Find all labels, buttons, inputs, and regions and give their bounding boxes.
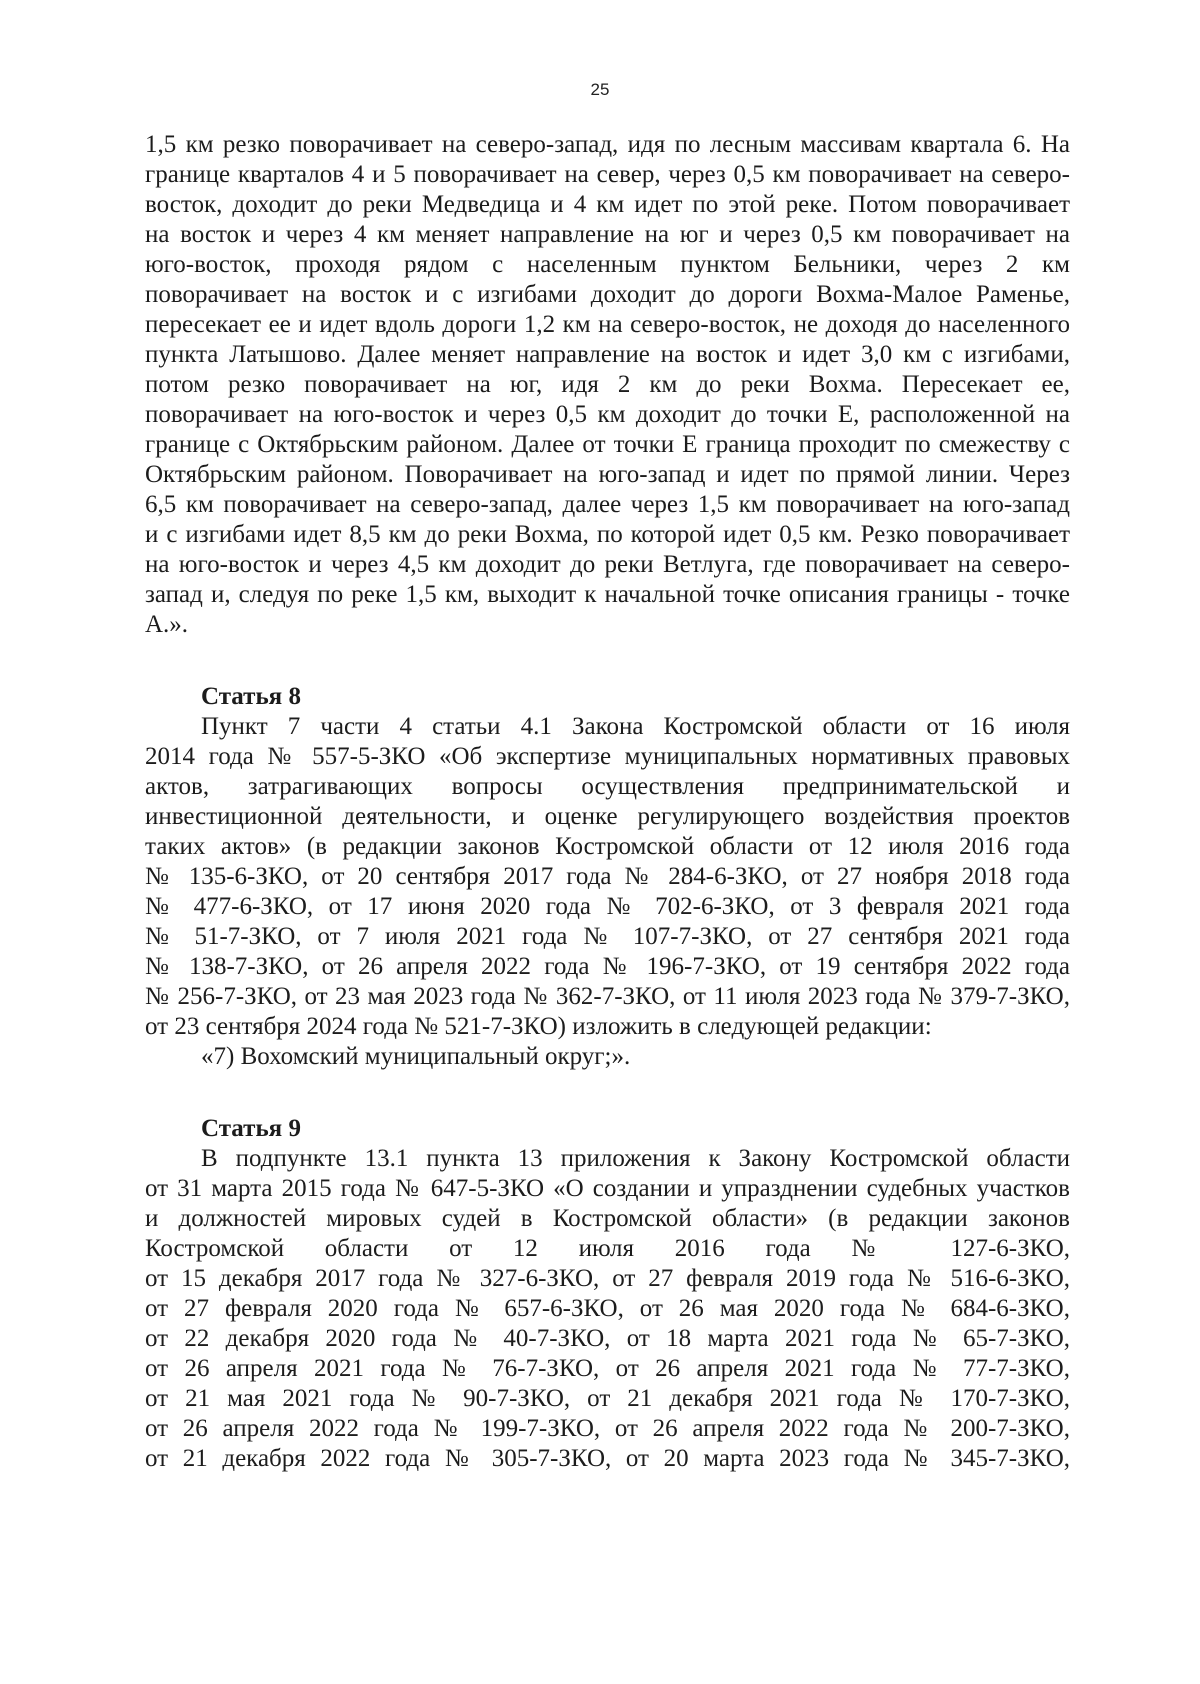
text-line: Костромской области от 12 июля 2016 года № 127-6-ЗКО, (145, 1235, 1070, 1262)
text-line: № 135-6-ЗКО, от 20 сентября 2017 года № 284-6-ЗКО, от 27 ноября 2018 года (145, 863, 1070, 890)
text-line: актов, затрагивающих вопросы осуществления предпринимательской и (145, 773, 1070, 800)
text-line: от 21 мая 2021 года № 90-7-ЗКО, от 21 декабря 2021 года № 170-7-ЗКО, (145, 1385, 1070, 1412)
text-line: границе кварталов 4 и 5 поворачивает на север, через 0,5 км поворачивает на северо- (145, 161, 1070, 188)
text-line: поворачивает на юго-восток и через 0,5 км доходит до точки Е, расположенной на (145, 401, 1070, 428)
section-gap (145, 640, 1070, 682)
text-line: и с изгибами идет 8,5 км до реки Вохма, по которой идет 0,5 км. Резко поворачивает (145, 521, 1070, 548)
text-line: от 26 апреля 2022 года № 199-7-ЗКО, от 26 апреля 2022 года № 200-7-ЗКО, (145, 1415, 1070, 1442)
text-line: и должностей мировых судей в Костромской области» (в редакции законов (145, 1205, 1070, 1232)
text-line: 6,5 км поворачивает на северо-запад, далее через 1,5 км поворачивает на юго-запад (145, 491, 1070, 518)
text-line: пересекает ее и идет вдоль дороги 1,2 км на северо-восток, не доходя до населенного (145, 311, 1070, 338)
text-line: 2014 года № 557-5-ЗКО «Об экспертизе муниципальных нормативных правовых (145, 743, 1070, 770)
text-line: поворачивает на восток и с изгибами доходит до дороги Вохма-Малое Раменье, (145, 281, 1070, 308)
text-line: от 27 февраля 2020 года № 657-6-ЗКО, от 26 мая 2020 года № 684-6-ЗКО, (145, 1295, 1070, 1322)
text-line: от 31 марта 2015 года № 647-5-ЗКО «О создании и упразднении судебных участков (145, 1175, 1070, 1202)
document-body (145, 130, 1070, 1474)
page-number: 25 (590, 80, 610, 99)
article-8-heading: Статья 8 (201, 683, 301, 710)
text-line: от 23 сентября 2024 года № 521-7-ЗКО) изложить в следующей редакции: (145, 1013, 932, 1040)
article-8-quote: «7) Вохомский муниципальный округ;». (201, 1043, 631, 1070)
text-line: от 15 декабря 2017 года № 327-6-ЗКО, от 27 февраля 2019 года № 516-6-ЗКО, (145, 1265, 1070, 1292)
text-line: на восток и через 4 км меняет направление на юг и через 0,5 км поворачивает на (145, 221, 1070, 248)
text-line: потом резко поворачивает на юг, идя 2 км до реки Вохма. Пересекает ее, (145, 371, 1070, 398)
article-9-heading: Статья 9 (201, 1115, 301, 1142)
text-line: № 256-7-ЗКО, от 23 мая 2023 года № 362-7-ЗКО, от 11 июля 2023 года № 379-7-ЗКО, (145, 983, 1070, 1010)
text-line: инвестиционной деятельности, и оценке регулирующего воздействия проектов (145, 803, 1070, 830)
text-line: № 138-7-ЗКО, от 26 апреля 2022 года № 196-7-ЗКО, от 19 сентября 2022 года (145, 953, 1070, 980)
text-line: № 477-6-ЗКО, от 17 июня 2020 года № 702-6-ЗКО, от 3 февраля 2021 года (145, 893, 1070, 920)
text-line: Октябрьским районом. Поворачивает на юго-запад и идет по прямой линии. Через (145, 461, 1070, 488)
text-line: А.». (145, 611, 189, 638)
text-line: Пункт 7 части 4 статьи 4.1 Закона Костромской области от 16 июля (201, 713, 1070, 740)
text-line: № 51-7-ЗКО, от 7 июля 2021 года № 107-7-ЗКО, от 27 сентября 2021 года (145, 923, 1070, 950)
text-line: пункта Латышово. Далее меняет направление на восток и идет 3,0 км с изгибами, (145, 341, 1070, 368)
text-line: от 22 декабря 2020 года № 40-7-ЗКО, от 18 марта 2021 года № 65-7-ЗКО, (145, 1325, 1070, 1352)
text-line: на юго-восток и через 4,5 км доходит до реки Ветлуга, где поворачивает на северо- (145, 551, 1070, 578)
text-line: юго-восток, проходя рядом с населенным пунктом Бельники, через 2 км (145, 251, 1070, 278)
section-gap (145, 1072, 1070, 1114)
text-line: восток, доходит до реки Медведица и 4 км идет по этой реке. Потом поворачивает (145, 191, 1070, 218)
text-line: границе с Октябрьским районом. Далее от точки Е граница проходит по смежеству с (145, 431, 1070, 458)
text-line: В подпункте 13.1 пункта 13 приложения к Закону Костромской области (201, 1145, 1070, 1172)
text-line: от 26 апреля 2021 года № 76-7-ЗКО, от 26 апреля 2021 года № 77-7-ЗКО, (145, 1355, 1070, 1382)
text-line: запад и, следуя по реке 1,5 км, выходит к начальной точке описания границы - точке (145, 581, 1070, 608)
text-line: от 21 декабря 2022 года № 305-7-ЗКО, от 20 марта 2023 года № 345-7-ЗКО, (145, 1445, 1070, 1472)
text-line: таких актов» (в редакции законов Костромской области от 12 июля 2016 года (145, 833, 1070, 860)
text-line: 1,5 км резко поворачивает на северо-запад, идя по лесным массивам квартала 6. На (145, 131, 1070, 158)
